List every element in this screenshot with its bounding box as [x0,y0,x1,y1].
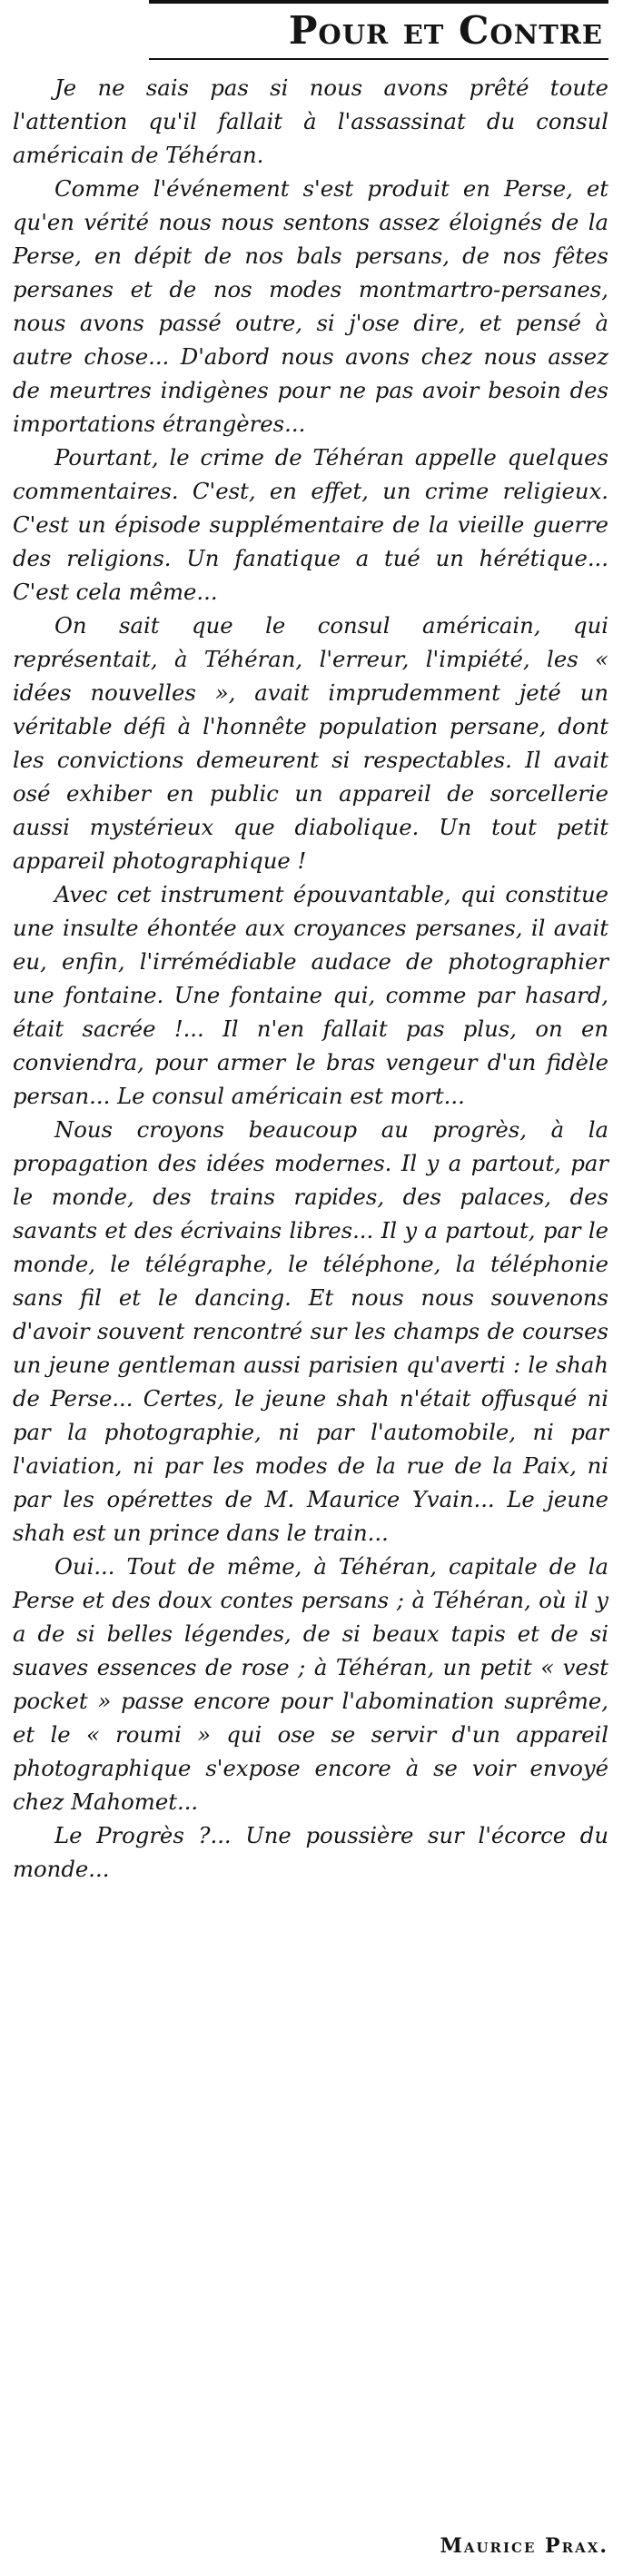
paragraph: Comme l'événement s'est produit en Perse, et qu'en vérité nous nous sentons assez éloignés de la Perse, en dépit de nos bals persans, de nos fêtes persanes et de nos modes montmartro-persanes, nous avons passé outre, si j'ose dire, et pensé à autre chose... D'abord nous avons chez nous assez de meurtres indigènes pour ne pas avoir besoin des importations étrangères... [13,175,608,437]
paragraph: Pourtant, le crime de Téhéran appelle quelques commentaires. C'est, en effet, un crime religieux. C'est un épisode supplémentaire de la vieille guerre des religions. Un fanatique a tué un hérétique... C'est cela même... [13,444,608,605]
article-title: Pour et Contre [288,8,603,53]
paragraph: Oui... Tout de même, à Téhéran, capitale de la Perse et des doux contes persans ; à Téhéran, où il y a de si belles légendes, de si beaux tapis et de si suaves essences de rose ; à Téhéran, un petit « vest pocket » passe encore pour l'abomination suprême, et le « roumi » qui ose se servir d'un appareil photographique s'expose encore à se voir envoyé chez Mahomet... [13,1553,608,1815]
paragraph: Le Progrès ?... Une poussière sur l'écorce du monde... [13,1822,608,1882]
paragraph: Nous croyons beaucoup au progrès, à la propagation des idées modernes. Il y a partout, par le monde, des trains rapides, des palaces, des savants et des écrivains libres... Il y a partout, par le monde, le télégraphe, le téléphone, la téléphonie sans fil et le dancing. Et nous nous souvenons d'avoir souvent rencontré sur les champs de courses un jeune gentleman aussi parisien qu'averti : le shah de Perse... Certes, le jeune shah n'était offusqué ni par la photographie, ni par l'automobile, ni par l'aviation, ni par les modes de la rue de la Paix, ni par les opérettes de M. Maurice Yvain... Le jeune shah est un prince dans le train... [13,1116,608,1546]
article [13,0,608,2576]
author-signature: Maurice Prax. [440,2534,608,2558]
paragraph: Je ne sais pas si nous avons prêté toute l'attention qu'il fallait à l'assassinat du consul américain de Téhéran. [13,74,608,168]
article-body [13,71,608,1886]
title-underline [149,58,608,60]
paragraph: On sait que le consul américain, qui représentait, à Téhéran, l'erreur, l'impiété, les « idées nouvelles », avait imprudemment jeté un véritable défi à l'honnête population persane, dont les convictions demeurent si respectables. Il avait osé exhiber en public un appareil de sorcellerie aussi mystérieux que diabolique. Un tout petit appareil photographique ! [13,612,608,874]
paragraph: Avec cet instrument épouvantable, qui constitue une insulte éhontée aux croyances persanes, il avait eu, enfin, l'irrémédiable audace de photographier une fontaine. Une fontaine qui, comme par hasard, était sacrée !... Il n'en fallait pas plus, on en conviendra, pour armer le bras vengeur d'un fidèle persan... Le consul américain est mort... [13,881,608,1109]
